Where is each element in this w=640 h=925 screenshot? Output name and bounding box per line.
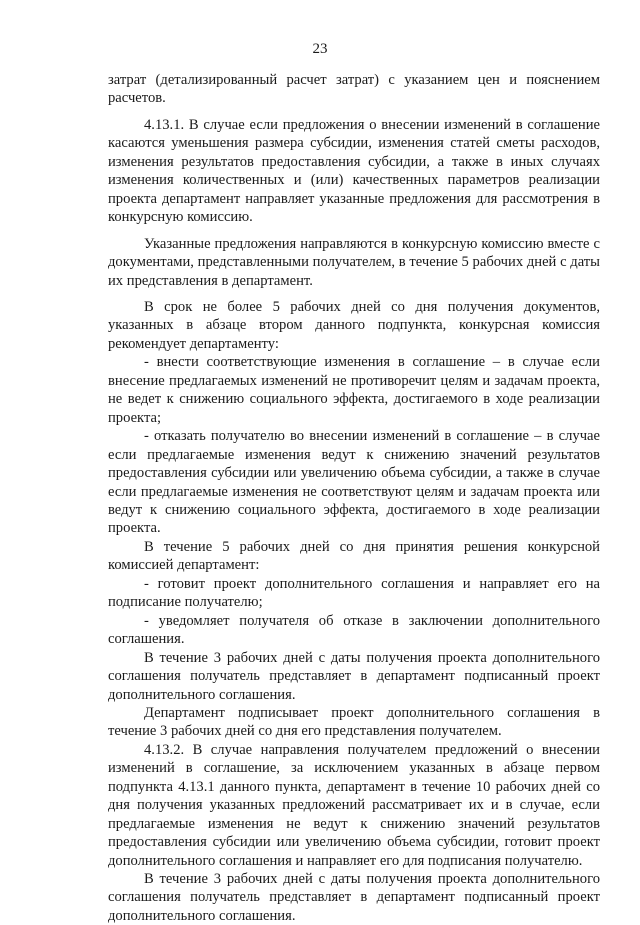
paragraph-continuation: затрат (детализированный расчет затрат) с указанием цен и пояснением расчетов.: [108, 72, 600, 107]
document-body: [108, 71, 600, 925]
paragraph-commission-term: В срок не более 5 рабочих дней со дня получения документов, указанных в абзаце втором данного подпункта, конкурсная комиссия рекомендует департаменту:: [108, 298, 600, 352]
paragraph-recipient-signs: В течение 3 рабочих дней с даты получения проекта дополнительного соглашения получатель представляет в департамент подписанный проект дополнительного соглашения.: [108, 649, 600, 703]
list-item-make-changes: - внести соответствующие изменения в соглашение – в случае если внесение предлагаемых изменений не противоречит целям и задачам проекта, не ведет к снижению социального эффекта, достигаемого в ходе реализации проекта;: [108, 354, 600, 426]
list-item-prepare-agreement: - готовит проект дополнительного соглашения и направляет его на подписание получателю;: [108, 575, 600, 611]
paragraph-recipient-signs-final: В течение 3 рабочих дней с даты получения проекта дополнительного соглашения получатель представляет в департамент подписанный проект дополнительного соглашения.: [108, 871, 600, 924]
paragraph-department-term: В течение 5 рабочих дней со дня принятия решения конкурсной комиссией департамент:: [108, 538, 600, 574]
paragraph-4-13-1: 4.13.1. В случае если предложения о внесении изменений в соглашение касаются уменьшения размера субсидии, изменения статей сметы расходов, изменения результатов предоставления субсидии, а также в иных случаях изменения количественных и (или) качественных параметров реализации проекта департамент направляет указанные предложения для рассмотрения в конкурсную комиссию.: [108, 116, 600, 226]
paragraph-department-signs: Департамент подписывает проект дополнительного соглашения в течение 3 рабочих дней со дня его представления получателем.: [108, 704, 600, 740]
page-number: 23: [312, 41, 328, 57]
paragraph-submission: Указанные предложения направляются в конкурсную комиссию вместе с документами, представленными получателем, в течение 5 рабочих дней с даты их представления в департамент.: [108, 235, 600, 289]
paragraph-4-13-2: 4.13.2. В случае направления получателем предложений о внесении изменений в соглашение, за исключением указанных в абзаце первом подпункта 4.13.1 данного пункта, департамент в течение 10 рабочих дней со дня получения указанных предложений рассматривает их и в случае, если предлагаемые изменения не ведут к снижению значений результатов предоставления субсидии или увеличению объема субсидии, готовит проект дополнительного соглашения и направляет его для подписания получателю.: [108, 741, 600, 869]
list-item-refuse-changes: - отказать получателю во внесении изменений в соглашение – в случае если предлагаемые изменения ведут к снижению значений результатов предоставления субсидии или увеличению объема субсидии, а также в случае если предлагаемые изменения не соответствуют целям и задачам проекта или ведут к снижению социального эффекта, достигаемого в ходе реализации проекта.: [108, 428, 600, 537]
list-item-notify-refusal: - уведомляет получателя об отказе в заключении дополнительного соглашения.: [108, 612, 600, 648]
